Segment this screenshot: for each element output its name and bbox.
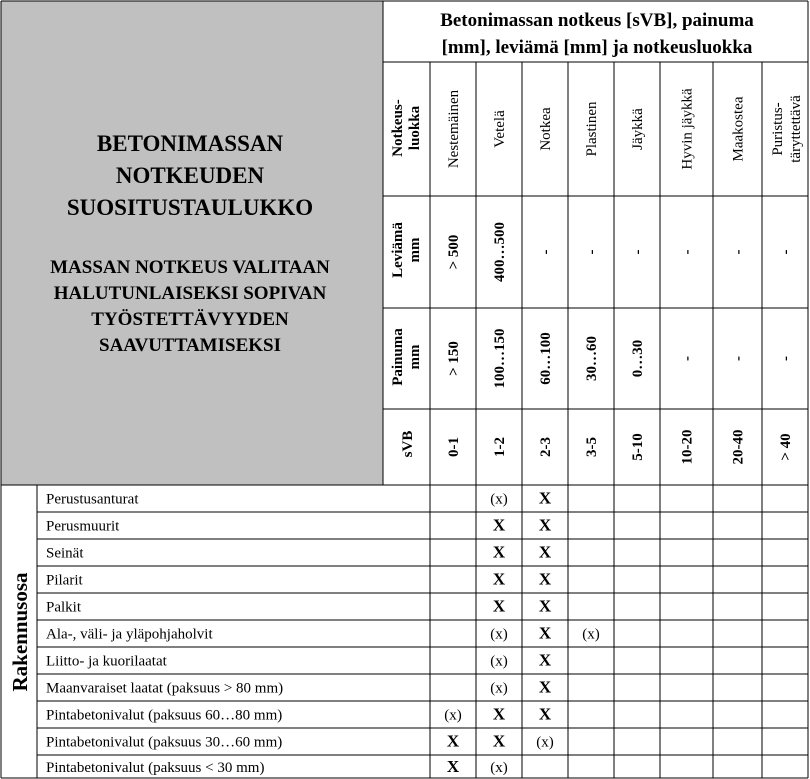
row-label: Pilarit: [46, 572, 83, 589]
table-body: [46, 489, 600, 777]
column-class-8: Puristus-: [770, 102, 786, 156]
title-panel: [1, 1, 383, 485]
label-slump-2: mm: [407, 344, 423, 370]
title-line-3: SUOSITUSTAULUKKO: [66, 195, 314, 220]
column-spread-4: -: [584, 249, 600, 255]
column-slump-1: > 150: [446, 341, 462, 376]
column-spread-2: 400…500: [492, 222, 508, 282]
column-spread-6: -: [679, 249, 696, 255]
row-mark: X: [446, 757, 460, 776]
column-class-1: Nestemäinen: [446, 89, 462, 169]
row-label-column: [390, 99, 423, 457]
row-mark: X: [538, 623, 552, 643]
row-mark: X: [538, 596, 552, 616]
row-label: Liitto- ja kuorilaatat: [46, 653, 167, 670]
row-mark: (x): [536, 734, 554, 751]
row-mark: X: [492, 704, 506, 724]
row-label: Pintabetonivalut (paksuus 30…60 mm): [46, 734, 283, 751]
header-line-2: [mm], leviämä [mm] ja notkeusluokka: [441, 37, 753, 58]
column-svb-4: 3-5: [584, 437, 600, 457]
row-mark: X: [538, 515, 552, 535]
row-mark: (x): [490, 680, 508, 697]
column-svb-5: 5-10: [630, 433, 646, 461]
row-mark: X: [492, 569, 506, 589]
row-label: Perustusanturat: [46, 491, 139, 508]
row-mark: (x): [490, 653, 508, 670]
column-svb-2: 1-2: [492, 437, 508, 457]
row-label: Seinät: [46, 545, 84, 562]
column-slump-4: 30…60: [584, 336, 600, 381]
row-mark: X: [538, 542, 552, 562]
row-mark: (x): [490, 626, 508, 643]
row-mark: X: [538, 650, 552, 670]
label-svb: sVB: [400, 430, 416, 458]
row-mark: (x): [490, 491, 508, 508]
column-svb-7: 20-40: [730, 429, 747, 465]
column-svb-3: 2-3: [538, 437, 554, 457]
title-line-1: BETONIMASSAN: [96, 131, 284, 156]
column-svb-1: 0-1: [446, 437, 462, 457]
column-class-4: Plastinen: [584, 101, 600, 157]
column-class-8-b: täryttettävä: [788, 95, 804, 163]
label-slump-1: Painuma: [390, 328, 406, 386]
subtitle-line-3: TYÖSTETTÄVYYDEN: [91, 309, 289, 330]
column-spread-1: > 500: [446, 234, 462, 270]
column-slump-6: -: [679, 356, 696, 361]
column-slump-7: -: [730, 356, 747, 361]
row-label: Maanvaraiset laatat (paksuus > 80 mm): [46, 680, 284, 697]
column-class-6: Hyvin jäykkä: [679, 88, 696, 170]
header-line-1: Betonimassan notkeus [sVB], painuma: [440, 10, 754, 31]
column-spread-3: -: [538, 249, 554, 255]
column-spread-8: -: [778, 249, 794, 255]
row-mark: X: [538, 569, 552, 589]
row-mark: X: [446, 731, 460, 751]
row-mark: X: [492, 596, 506, 616]
column-slump-3: 60…100: [538, 332, 554, 385]
column-class-7: Maakostea: [730, 96, 747, 162]
subtitle-line-4: SAAVUTTAMISEKSI: [99, 335, 281, 356]
row-label: Perusmuurit: [46, 518, 120, 535]
row-mark: (x): [490, 760, 508, 776]
column-class-3: Notkea: [538, 107, 554, 151]
column-class-2: Vetelä: [492, 110, 508, 148]
row-mark: (x): [444, 707, 462, 724]
column-headers: [446, 88, 804, 464]
row-mark: X: [538, 488, 552, 508]
row-label: Palkit: [46, 599, 82, 616]
row-mark: X: [538, 677, 552, 697]
row-mark: X: [492, 515, 506, 535]
column-spread-5: -: [630, 249, 646, 255]
row-mark: X: [492, 542, 506, 562]
row-mark: X: [492, 731, 506, 751]
label-class-1: Notkeus-: [390, 99, 406, 157]
row-mark: (x): [582, 626, 600, 643]
column-slump-2: 100…150: [492, 328, 508, 389]
label-spread-2: mm: [407, 237, 423, 263]
column-class-5: Jäykkä: [630, 108, 646, 150]
column-svb-6: 10-20: [679, 429, 696, 465]
header-title: [440, 10, 754, 58]
label-class-2: luokka: [407, 105, 423, 151]
column-slump-5: 0…30: [630, 339, 646, 378]
row-label: Ala-, väli- ja yläpohjaholvit: [46, 626, 213, 643]
column-spread-7: -: [730, 249, 747, 255]
side-label: Rakennusosa: [8, 572, 32, 692]
row-label: Pintabetonivalut (paksuus 60…80 mm): [46, 707, 283, 724]
subtitle-line-1: MASSAN NOTKEUS VALITAAN: [50, 257, 330, 278]
title-line-2: NOTKEUDEN: [115, 163, 265, 188]
subtitle-line-2: HALUTUNLAISEKSI SOPIVAN: [53, 283, 327, 304]
column-svb-8: > 40: [778, 433, 794, 461]
label-spread-1: Leviämä: [390, 222, 406, 278]
row-mark: X: [538, 704, 552, 724]
column-slump-8: -: [778, 356, 794, 361]
row-label: Pintabetonivalut (paksuus < 30 mm): [46, 760, 265, 776]
